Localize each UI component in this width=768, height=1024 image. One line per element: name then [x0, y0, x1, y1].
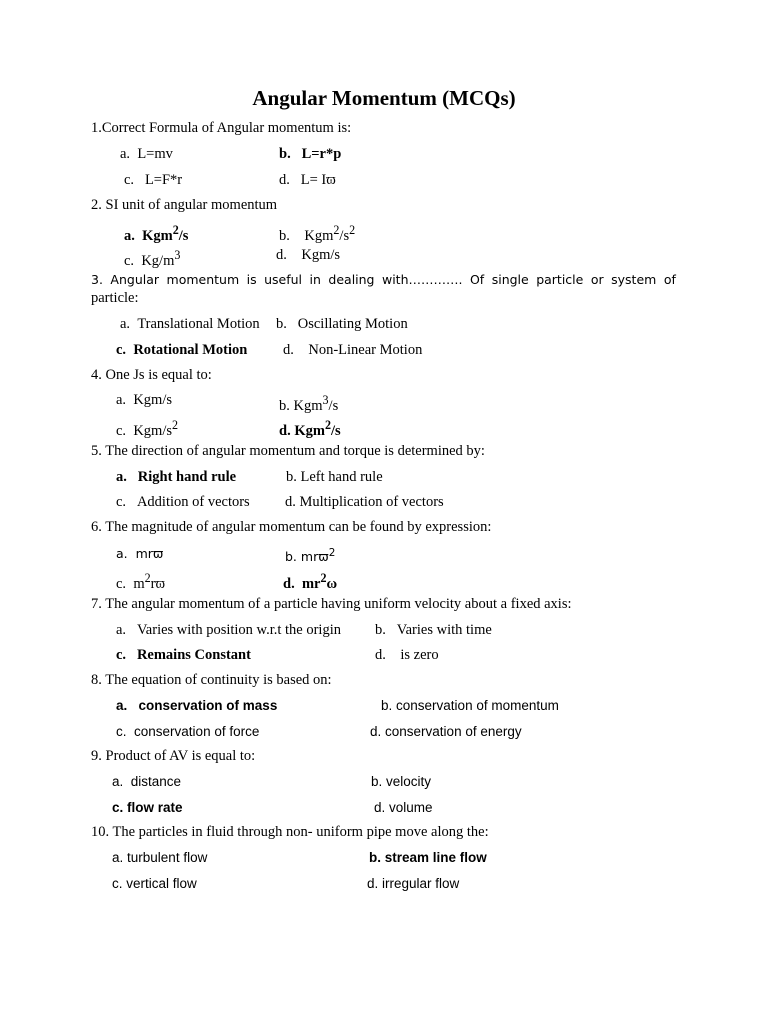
q2-option-a	[124, 221, 188, 245]
superscript: 3	[174, 248, 181, 262]
q5-option-a	[116, 468, 236, 486]
word: useful	[264, 272, 303, 287]
option-text: Kgm	[293, 397, 323, 414]
q7-option-d	[375, 646, 439, 664]
option-label: c.	[116, 422, 127, 439]
option-text: vertical flow	[126, 876, 197, 891]
option-text-tail: rϖ	[150, 575, 166, 592]
option-text-tail: /s	[339, 227, 350, 244]
superscript: 2	[328, 547, 336, 559]
q6-option-b	[285, 544, 335, 566]
superscript: 2	[333, 223, 340, 237]
word: dealing	[328, 272, 375, 287]
q9-option-b	[371, 773, 431, 791]
option-label: b.	[375, 622, 386, 638]
q7-option-b	[375, 621, 492, 639]
option-text: velocity	[386, 774, 432, 789]
q2-option-b	[279, 221, 355, 245]
word: system	[611, 272, 657, 287]
q9-option-a	[112, 773, 181, 791]
q5-option-c	[116, 493, 250, 511]
option-label: b.	[369, 850, 381, 865]
word: particle	[536, 272, 584, 287]
q1-option-c	[124, 171, 182, 189]
option-text: Remains Constant	[136, 647, 251, 663]
option-text: L=r*p	[301, 146, 342, 162]
option-text: Kgm	[304, 227, 334, 244]
q4-option-c	[116, 416, 178, 440]
question-9: 9. Product of AV is equal to:	[91, 748, 256, 764]
word: or	[590, 272, 604, 287]
superscript: 2	[324, 418, 331, 432]
q5-option-d	[285, 493, 444, 511]
q10-option-b	[369, 849, 487, 867]
option-text-tail: /s	[330, 422, 341, 439]
option-label: a.	[116, 698, 128, 713]
option-label: b.	[279, 397, 290, 414]
word: single	[491, 272, 529, 287]
option-text: turbulent flow	[127, 850, 208, 865]
word: 3.	[91, 272, 103, 287]
q3-option-b	[276, 315, 408, 333]
option-label: b.	[371, 774, 383, 789]
option-label: d.	[285, 494, 296, 510]
option-label: b.	[279, 146, 291, 162]
option-text: Kgm/s	[133, 392, 172, 408]
q10-option-d	[367, 875, 459, 893]
option-text: Left hand rule	[300, 469, 383, 485]
option-text: irregular flow	[382, 876, 460, 891]
option-text: mr	[301, 575, 321, 592]
option-label: c.	[124, 252, 135, 269]
option-label: c.	[116, 647, 127, 663]
option-label: a.	[124, 227, 135, 244]
word: in	[309, 272, 321, 287]
question-3	[91, 271, 676, 307]
option-label: a.	[116, 392, 127, 408]
option-label: a.	[112, 774, 124, 789]
option-label: c.	[116, 575, 127, 592]
option-text: stream line flow	[384, 850, 487, 865]
q10-option-c	[112, 875, 197, 893]
option-text-tail: /s	[178, 227, 189, 244]
q6-option-a	[116, 545, 163, 563]
option-text: Non-Linear Motion	[308, 342, 423, 358]
option-text: Kg/m	[141, 252, 175, 269]
option-text: is zero	[400, 647, 439, 663]
superscript: 2	[172, 223, 179, 237]
option-label: d.	[283, 342, 294, 358]
q9-option-c	[112, 799, 183, 817]
question-6: 6. The magnitude of angular momentum can be found by expression:	[91, 519, 492, 535]
superscript: 3	[322, 393, 329, 407]
option-label: a.	[112, 850, 124, 865]
option-label: d.	[276, 247, 287, 263]
option-text: Addition of vectors	[136, 494, 250, 510]
q4-option-a	[116, 391, 172, 409]
option-label: c.	[116, 342, 127, 358]
q8-option-a	[116, 697, 277, 715]
superscript: 2	[144, 571, 151, 585]
option-label: b.	[279, 227, 290, 244]
page-title: Angular Momentum (MCQs)	[252, 86, 516, 110]
option-text: Varies with time	[396, 622, 492, 638]
q2-option-c	[124, 246, 180, 270]
option-label: c.	[116, 724, 127, 739]
option-text: Varies with position w.r.t the origin	[136, 622, 341, 638]
question-8: 8. The equation of continuity is based on:	[91, 672, 332, 688]
superscript: 2	[320, 571, 327, 585]
option-text: Kgm/s	[133, 422, 172, 439]
option-text: Oscillating Motion	[297, 316, 408, 332]
q8-option-d	[370, 723, 522, 741]
q6-option-d	[283, 569, 337, 593]
option-text: Translational Motion	[137, 316, 260, 332]
option-text: Kgm	[142, 227, 173, 244]
question-2: 2. SI unit of angular momentum	[91, 197, 278, 213]
q3-option-d	[283, 341, 422, 359]
option-text-tail: ω	[326, 575, 338, 592]
option-text: conservation of force	[134, 724, 260, 739]
option-text: L=mv	[137, 146, 173, 162]
q7-option-c	[116, 646, 251, 664]
option-text: Kgm/s	[301, 247, 341, 263]
q3-option-a	[120, 315, 260, 333]
question-4: 4. One Js is equal to:	[91, 367, 212, 383]
option-label: a.	[120, 146, 131, 162]
option-label: c.	[124, 172, 135, 188]
option-text: Kgm	[294, 422, 325, 439]
q1-option-a	[120, 145, 173, 163]
question-7: 7. The angular momentum of a particle having uniform velocity about a fixed axis:	[91, 596, 572, 612]
word: is	[246, 272, 257, 287]
q1-option-d	[279, 171, 336, 189]
option-label: d.	[375, 647, 386, 663]
option-label: b.	[381, 698, 393, 713]
q3-option-c	[116, 341, 247, 359]
option-text: Multiplication of vectors	[299, 494, 444, 510]
option-label: c.	[112, 876, 123, 891]
question-1: 1.Correct Formula of Angular momentum is:	[91, 120, 352, 136]
option-label: c.	[112, 800, 124, 815]
option-text: L=F*r	[144, 172, 183, 188]
option-label: b.	[285, 549, 297, 565]
option-label: a.	[120, 316, 131, 332]
option-text: volume	[389, 800, 433, 815]
option-label: d.	[283, 575, 295, 592]
option-label: d.	[279, 422, 291, 439]
superscript: 2	[349, 223, 356, 237]
q5-option-b	[286, 468, 383, 486]
option-label: d.	[279, 172, 290, 188]
option-label: d.	[374, 800, 386, 815]
q8-option-c	[116, 723, 259, 741]
option-text-tail: /s	[328, 397, 339, 414]
q7-option-a	[116, 621, 341, 639]
option-text: mrϖ	[300, 549, 329, 565]
question-3-line-1	[91, 271, 676, 289]
option-text: distance	[130, 774, 182, 789]
question-5: 5. The direction of angular momentum and torque is determined by:	[91, 443, 485, 459]
superscript: 2	[171, 418, 179, 432]
option-label: d.	[370, 724, 382, 739]
word: Of	[469, 272, 485, 287]
option-text: Rotational Motion	[133, 342, 248, 358]
word: Angular	[110, 272, 160, 287]
option-text: conservation of momentum	[396, 698, 559, 713]
q9-option-d	[374, 799, 433, 817]
option-text: m	[133, 575, 145, 592]
question-3-line-2: particle:	[91, 290, 139, 306]
option-label: a.	[116, 469, 127, 485]
q6-option-c	[116, 569, 165, 593]
option-label: a.	[116, 546, 128, 561]
option-label: b.	[276, 316, 287, 332]
option-text: flow rate	[127, 800, 183, 815]
option-label: c.	[116, 494, 127, 510]
option-text: L= Iϖ	[300, 172, 336, 188]
word: of	[663, 272, 676, 287]
q2-option-d	[276, 246, 340, 264]
option-text: Right hand rule	[137, 469, 237, 485]
option-label: a.	[116, 622, 127, 638]
q4-option-b	[279, 391, 338, 415]
option-label: d.	[367, 876, 379, 891]
option-text: conservation of energy	[385, 724, 522, 739]
question-10: 10. The particles in fluid through non- uniform pipe move along the:	[91, 824, 489, 840]
option-label: b.	[286, 469, 297, 485]
word: momentum	[166, 272, 240, 287]
q8-option-b	[381, 697, 559, 715]
word: with………….	[381, 272, 463, 287]
q1-option-b	[279, 145, 341, 163]
option-text: conservation of mass	[138, 698, 278, 713]
q4-option-d	[279, 416, 341, 440]
option-text: mrϖ	[135, 546, 164, 561]
q10-option-a	[112, 849, 207, 867]
